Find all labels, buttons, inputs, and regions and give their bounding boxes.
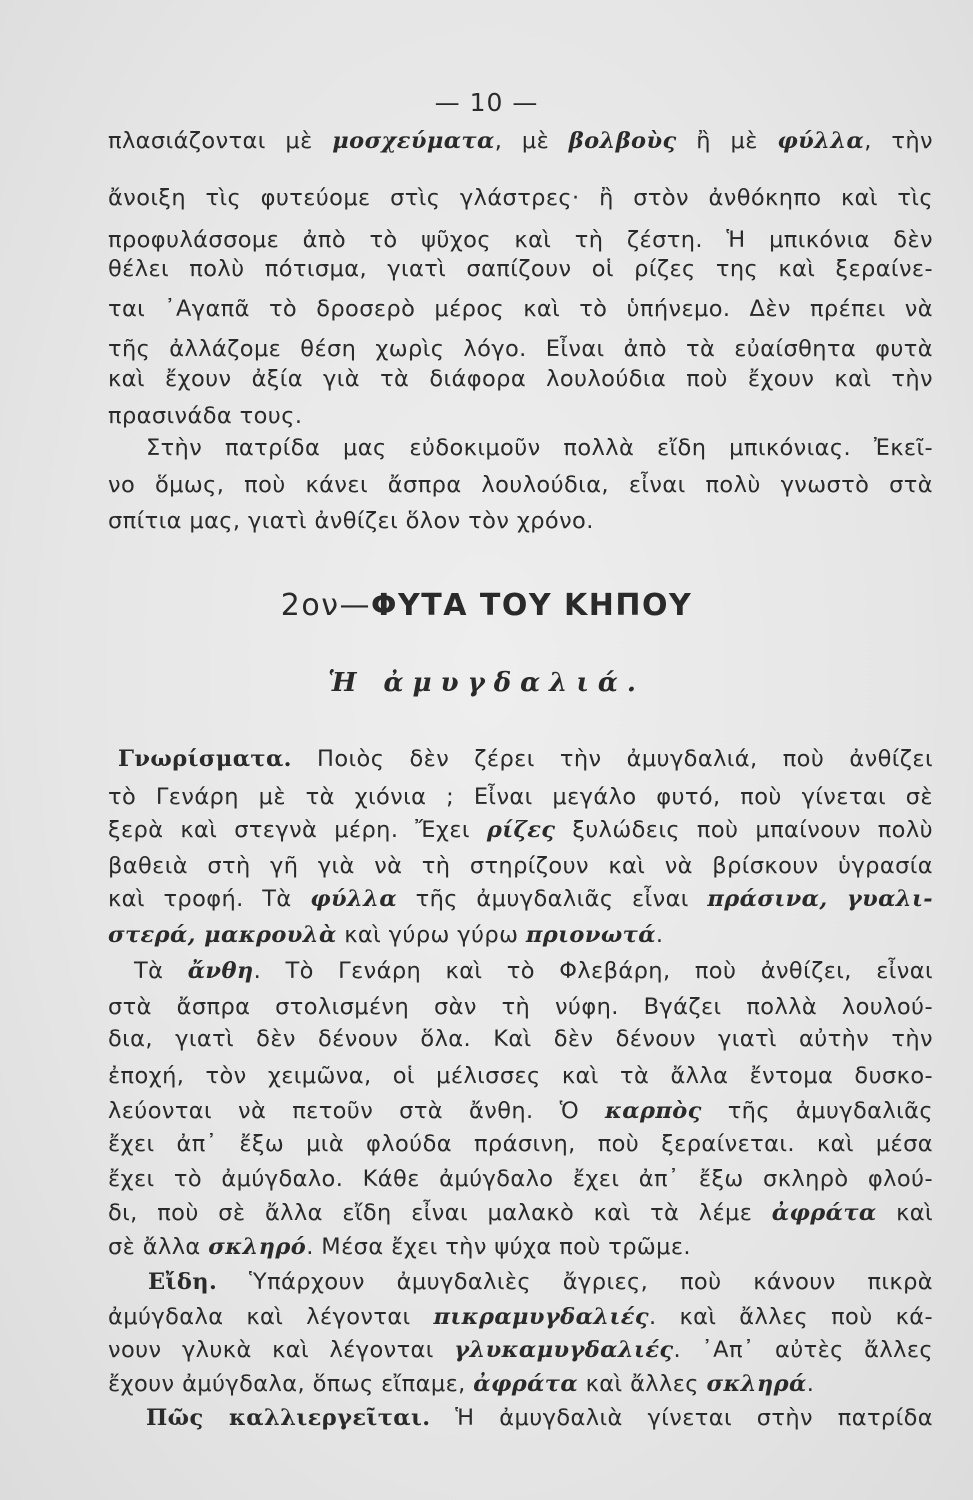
emphasized-term: σκληρά — [706, 1371, 807, 1397]
text-run: ἀμύγδαλα καὶ λέγονται — [108, 1304, 434, 1330]
text-line: νο ὅμως, ποὺ κάνει ἄσπρα λουλούδια, εἶναι πολὺ γνωστὸ στὰ — [108, 472, 933, 498]
section-heading — [0, 588, 973, 623]
section-label: Γνωρίσματα. — [118, 746, 292, 772]
text-run: . καὶ ἄλλες ποὺ κά- — [648, 1304, 933, 1330]
text-line — [108, 886, 933, 913]
emphasized-term: ἀφράτα — [473, 1371, 579, 1397]
text-line: τὸ Γενάρη μὲ τὰ χιόνια ; Εἶναι μεγάλο φυτό, ποὺ γίνεται σὲ — [108, 784, 933, 810]
emphasized-term: πικραμυγδαλιές — [433, 1304, 649, 1330]
text-line — [108, 1304, 933, 1331]
text-run: νουν γλυκὰ καὶ λέγονται — [108, 1337, 455, 1363]
section-number: 2ον— — [280, 588, 371, 623]
text-line: καὶ ἔχουν ἀξία γιὰ τὰ διάφορα λουλούδια ποὺ ἔχουν καὶ τὴν — [108, 366, 933, 392]
text-run: . Τὸ Γενάρη καὶ τὸ Φλεβάρη, ποὺ ἀνθίζει, εἶναι — [253, 958, 933, 984]
text-run: σὲ ἄλλα — [108, 1234, 209, 1260]
text-run: καὶ γύρω γύρω — [336, 922, 526, 948]
text-run: δι, ποὺ σὲ ἄλλα εἴδη εἶναι μαλακὸ καὶ τὰ λέμε — [108, 1200, 772, 1226]
text-line: ἔχει τὸ ἀμύγδαλο. Κάθε ἀμύγδαλο ἔχει ἀπ᾿ ἔξω σκληρὸ φλού- — [108, 1166, 933, 1192]
subsection-heading: Ἡ ἀμυγδαλιά. — [328, 668, 645, 698]
text-line — [134, 958, 933, 985]
text-line: Στὴν πατρίδα μας εὐδοκιμοῦν πολλὰ εἴδη μπικόνιας. Ἐκεῖ- — [146, 435, 933, 461]
text-line: δια, γιατὶ δὲν δένουν ὅλα. Καὶ δὲν δένουν γιατὶ αὐτὴν τὴν — [108, 1026, 933, 1052]
section-label: Εἴδη. — [148, 1269, 218, 1295]
text-run: τῆς ἀμυγδαλιᾶς — [701, 1098, 933, 1124]
text-run: ξυλώδεις ποὺ μπαίνουν πολὺ — [555, 817, 933, 843]
text-line: θέλει πολὺ πότισμα, γιατὶ σαπίζουν οἱ ρίζες της καὶ ξεραίνε- — [108, 256, 933, 282]
page-number: — 10 — — [434, 88, 539, 117]
emphasized-term: γλυκαμυγδαλιές — [454, 1337, 674, 1363]
emphasized-term: ρίζες — [486, 817, 556, 843]
emphasized-term: καρπὸς — [605, 1098, 702, 1124]
text-run: . Μέσα ἔχει τὴν ψύχα ποὺ τρῶμε. — [306, 1234, 691, 1260]
text-run: πλασιάζονται μὲ — [108, 128, 333, 154]
emphasized-term: πράσινα, γυαλι- — [707, 886, 933, 912]
emphasized-term: βολβοὺς — [568, 128, 677, 154]
text-line: προφυλάσσομε ἀπὸ τὸ ψῦχος καὶ τὴ ζέστη. Ἡ μπικόνια δὲν — [108, 227, 933, 253]
text-line — [108, 1200, 933, 1227]
text-line: βαθειὰ στὴ γῆ γιὰ νὰ τὴ στηρίζουν καὶ νὰ βρίσκουν ὑγρασία — [108, 853, 933, 879]
emphasized-term: σκληρό — [208, 1234, 307, 1260]
text-line: σπίτια μας, γιατὶ ἀνθίζει ὅλον τὸν χρόνο. — [108, 508, 594, 534]
text-run: Ἡ ἀμυγδαλιὰ γίνεται στὴν πατρίδα — [430, 1405, 933, 1431]
section-label: Πῶς καλλιεργεῖται. — [146, 1405, 431, 1431]
text-run: ἔχουν ἀμύγδαλα, ὅπως εἴπαμε, — [108, 1371, 474, 1397]
text-line: ἐποχή, τὸν χειμῶνα, οἱ μέλισσες καὶ τὰ ἄλλα ἔντομα δυσκο- — [108, 1063, 933, 1089]
text-line: τῆς ἀλλάζομε θέση χωρὶς λόγο. Εἶναι ἀπὸ τὰ εὐαίσθητα φυτὰ — [108, 336, 933, 362]
emphasized-term: στερά, μακρουλὰ — [108, 922, 337, 948]
text-run: λεύονται νὰ πετοῦν στὰ ἄνθη. Ὁ — [108, 1098, 606, 1124]
text-run: Ποιὸς δὲν ζέρει τὴν ἀμυγδαλιά, ποὺ ἀνθίζει — [291, 746, 933, 772]
emphasized-term: ἄνθη — [187, 958, 254, 984]
text-line — [118, 746, 933, 773]
text-run: καὶ — [876, 1200, 933, 1226]
text-run: . ᾿Απ᾿ αὐτὲς ἄλλες — [673, 1337, 933, 1363]
text-line — [108, 922, 663, 949]
text-line: στὰ ἄσπρα στολισμένη σὰν τὴ νύφη. Βγάζει πολλὰ λουλού- — [108, 994, 933, 1020]
emphasized-term: φύλλα — [310, 886, 398, 912]
text-line — [108, 1234, 691, 1261]
text-line — [108, 817, 933, 844]
text-run: Τὰ — [134, 958, 188, 984]
text-run: καὶ τροφή. Τὰ — [108, 886, 311, 912]
text-run: , τὴν — [864, 128, 934, 154]
text-run: τῆς ἀμυγδαλιᾶς εἶναι — [397, 886, 708, 912]
text-line — [146, 1405, 933, 1432]
emphasized-term: μοσχεύματα — [332, 128, 495, 154]
emphasized-term: φύλλα — [777, 128, 865, 154]
text-line — [108, 1098, 933, 1125]
text-run: Ὑπάρχουν ἀμυγδαλιὲς ἄγριες, ποὺ κάνουν πικρὰ — [217, 1269, 933, 1295]
text-run: . — [655, 922, 664, 948]
text-line: ἄνοιξη τὶς φυτεύομε στὶς γλάστρες· ἢ στὸν ἀνθόκηπο καὶ τὶς — [108, 185, 933, 211]
text-line — [108, 1337, 933, 1364]
text-line: πρασινάδα τους. — [108, 403, 303, 429]
text-line — [148, 1269, 933, 1296]
text-run: ξερὰ καὶ στεγνὰ μέρη. Ἔχει — [108, 817, 487, 843]
text-line — [108, 128, 933, 155]
text-run: . — [806, 1371, 815, 1397]
section-title: ΦΥΤΑ ΤΟΥ ΚΗΠΟΥ — [371, 588, 693, 623]
text-line: ἔχει ἀπ᾿ ἔξω μιὰ φλούδα πράσινη, ποὺ ξεραίνεται. καὶ μέσα — [108, 1131, 933, 1157]
text-line: ται ᾿Αγαπᾶ τὸ δροσερὸ μέρος καὶ τὸ ὑπήνεμο. Δὲν πρέπει νὰ — [108, 296, 933, 322]
emphasized-term: πριονωτά — [525, 922, 656, 948]
text-line — [108, 1371, 814, 1398]
text-run: ἢ μὲ — [676, 128, 778, 154]
text-run: καὶ ἄλλες — [578, 1371, 707, 1397]
text-run: , μὲ — [494, 128, 569, 154]
emphasized-term: ἀφράτα — [771, 1200, 877, 1226]
